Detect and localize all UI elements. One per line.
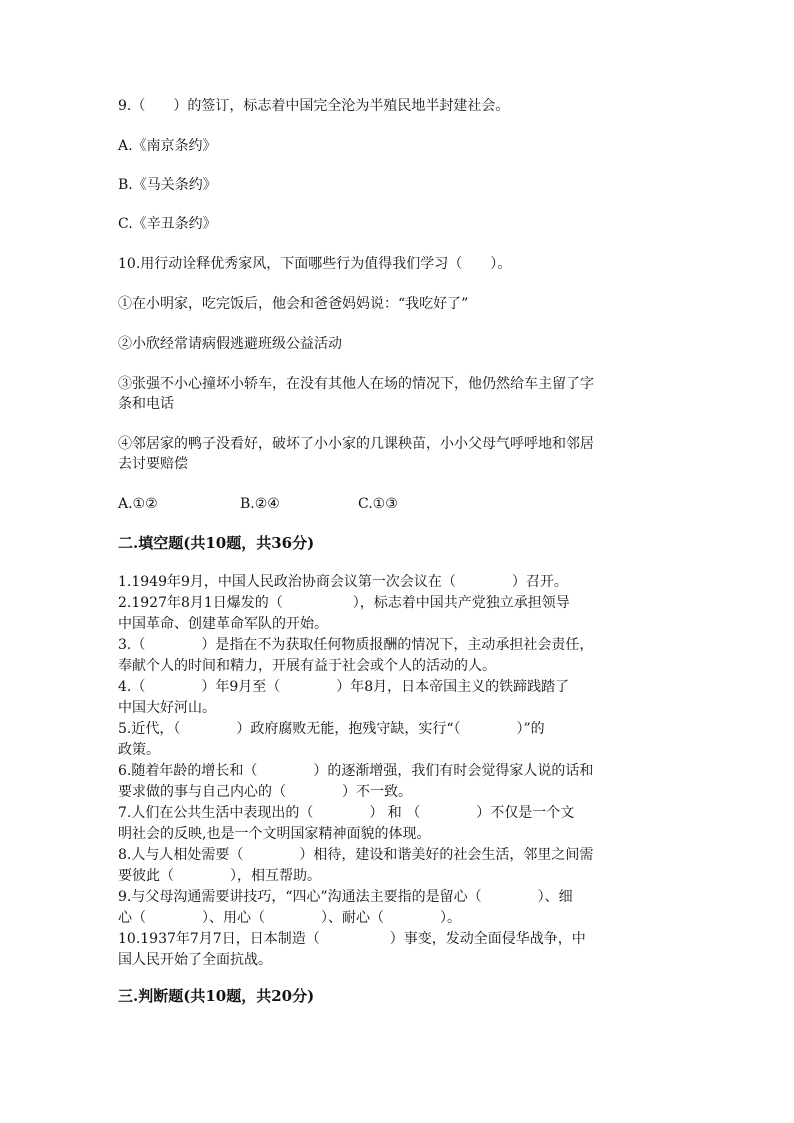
fill-question-line: 要求做的事与自己内心的（ ）不一致。 — [118, 784, 412, 800]
question-9-option-b: B.《马关条约》 — [118, 177, 217, 193]
fill-question-line: 6.随着年龄的增长和（ ）的逐渐增强，我们有时会觉得家人说的话和 — [118, 763, 594, 779]
fill-question-line: 奉献个人的时间和精力，开展有益于社会或个人的活动的人。 — [118, 658, 496, 674]
fill-question-line: 3.（ ）是指在不为获取任何物质报酬的情况下，主动承担社会责任， — [118, 637, 594, 653]
question-10-stem: 10.用行动诠释优秀家风，下面哪些行为值得我们学习（ ）。 — [118, 256, 512, 272]
fill-question-line: 中国大好河山。 — [118, 700, 216, 716]
question-10-option-c: C.①③ — [358, 496, 398, 512]
question-10-item-2: ②小欣经常请病假逃避班级公益活动 — [118, 336, 342, 352]
fill-question-line: 明社会的反映,也是一个文明国家精神面貌的体现。 — [118, 826, 431, 842]
fill-question-line: 5.近代，（ ）政府腐败无能，抱残守缺，实行“（ ）”的 — [118, 721, 545, 737]
question-10-option-a: A.①② — [118, 496, 158, 512]
fill-question-line: 国人民开始了全面抗战。 — [118, 952, 272, 968]
fill-question-line: 政策。 — [118, 742, 160, 758]
fill-question-line: 9.与父母沟通需要讲技巧，“四心”沟通法主要指的是留心（ ）、细 — [118, 889, 573, 905]
fill-question-line: 2.1927年8月1日爆发的（ ），标志着中国共产党独立承担领导 — [118, 595, 570, 611]
fill-question-line: 中国革命、创建革命军队的开始。 — [118, 616, 328, 632]
question-9-option-a: A.《南京条约》 — [118, 138, 217, 154]
question-9-stem: 9.（ ）的签订，标志着中国完全沦为半殖民地半封建社会。 — [118, 98, 510, 114]
question-10-item-4: ④邻居家的鸭子没看好，破坏了小小家的几课秧苗，小小父母气呼呼地和邻居 — [118, 436, 594, 452]
fill-question-line: 10.1937年7月7日，日本制造（ ）事变，发动全面侵华战争，中 — [118, 931, 586, 947]
section-2-heading: 二.填空题(共10题，共36分) — [118, 534, 315, 552]
question-10-item-1: ①在小明家，吃完饭后，他会和爸爸妈妈说：“我吃好了” — [118, 296, 469, 312]
fill-question-line: 心（ ）、用心（ ）、耐心（ ）。 — [118, 910, 461, 926]
fill-question-line: 8.人与人相处需要（ ）相待，建设和谐美好的社会生活，邻里之间需 — [118, 847, 594, 863]
section-3-heading: 三.判断题(共10题，共20分) — [118, 987, 315, 1005]
fill-question-line: 1.1949年9月，中国人民政治协商会议第一次会议在（ ）召开。 — [118, 574, 568, 590]
question-9-option-c: C.《辛丑条约》 — [118, 216, 217, 232]
question-10-option-b: B.②④ — [240, 496, 280, 512]
fill-question-line: 4.（ ）年9月至（ ）年8月，日本帝国主义的铁蹄践踏了 — [118, 679, 570, 695]
question-10-item-3-cont: 条和电话 — [118, 396, 174, 412]
question-10-item-4-cont: 去讨要赔偿 — [118, 456, 188, 472]
fill-question-line: 7.人们在公共生活中表现出的（ ） 和 （ ）不仅是一个文 — [118, 805, 575, 821]
fill-question-line: 要彼此（ ），相互帮助。 — [118, 868, 321, 884]
question-10-item-3: ③张强不小心撞坏小轿车，在没有其他人在场的情况下，他仍然给车主留了字 — [118, 376, 594, 392]
